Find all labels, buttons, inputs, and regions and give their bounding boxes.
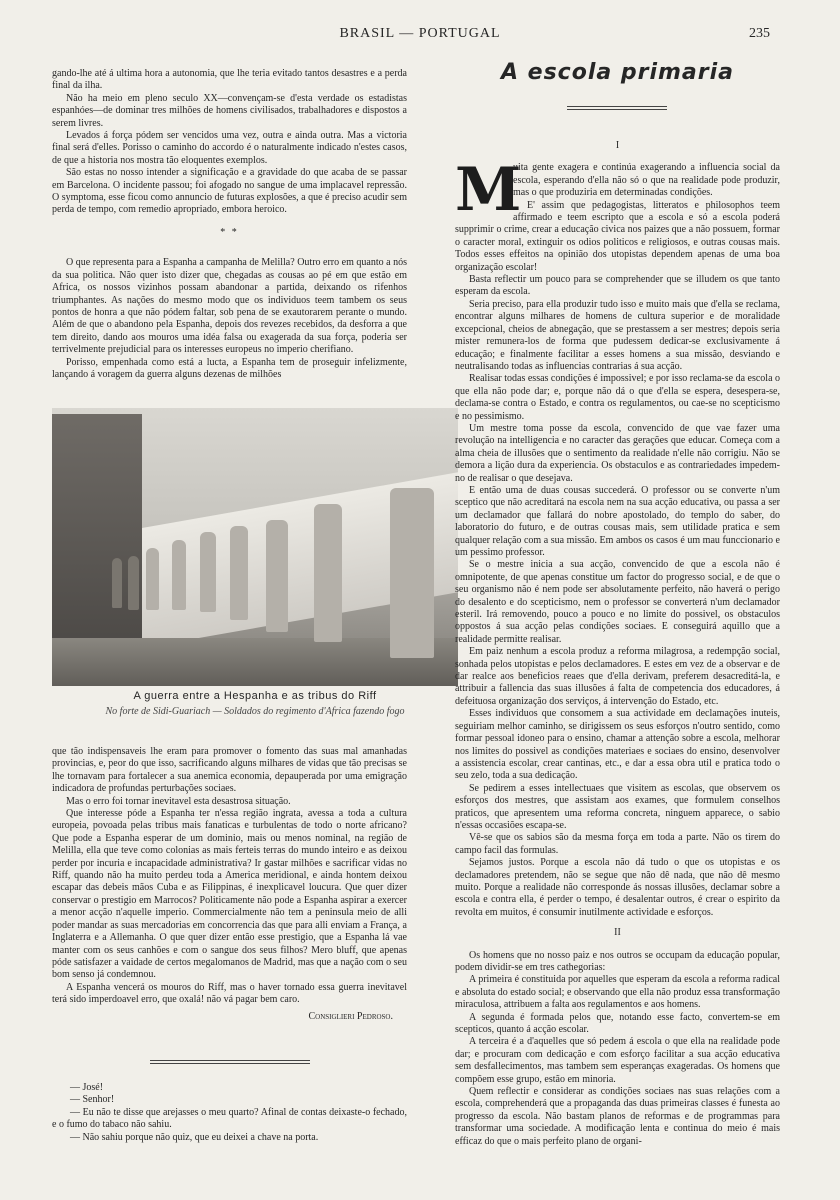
soldier-figure bbox=[172, 540, 186, 610]
war-photograph bbox=[52, 408, 458, 686]
left-column-top bbox=[52, 68, 407, 381]
paragraph: Basta reflectir um pouco para se comprehender que se illudem os que tanto esperam da escola. bbox=[455, 274, 780, 298]
paragraph: Realisar todas essas condições é impossivel; e por isso reclama-se da escola o que ella não pode dar; e, porque não dá o que d'ella se espera, desespera-se, declama-se contra o Estado, e contra os regulamentos, ou cae-se no scepticismo e no pessimismo. bbox=[455, 373, 781, 422]
soldier-figure bbox=[266, 520, 288, 632]
section-number: I bbox=[615, 140, 620, 151]
soldier-figure bbox=[128, 556, 139, 610]
paragraph: Em paiz nenhum a escola produz a reforma milagrosa, a redempção social, sonhada pelos utopistas e pelos declamadores. E estes em vez de a observar e de dar realce aos beneficios reaes que d'ella derivam, preferem desacreditá-la, e attribuir a fallencia das suas illusões á falta de competencia dos educadores, á defeituosa organização dos serviços, á intervenção do Estado, etc. bbox=[455, 646, 780, 707]
paragraph: Quem reflectir e considerar as condições sociaes nas suas relações com a escola, comprehenderá que a propaganda das duas primeiras classes é funesta ao progresso da escola. Não bastam planos de reformas e de programmas para transformar uma sociedade. A modificação lenta e continua do meio é mais efficaz do que o mais perfeito plano de organi- bbox=[455, 1086, 780, 1147]
fort-tower bbox=[52, 414, 142, 664]
running-title: BRASIL — PORTUGAL bbox=[339, 26, 501, 41]
soldier-figure bbox=[390, 488, 434, 658]
paragraph: Não ha meio em pleno seculo XX—convençam-se d'esta verdade os estadistas espanhóes—de dominar tres milhões de homens civilisados, trabalhadores e dispostos a serem livres. bbox=[52, 92, 407, 129]
author-signature: Consiglieri Pedroso. bbox=[308, 1010, 393, 1022]
paragraph: Seria preciso, para ella produzir tudo isso e muito mais que d'ella se reclama, encontrar alguns milhares de homens de cultura superior e de moralidade excepcional, cheios de abnegação, que se prestassem a ser mestres; depois seria mister remunera-los de forma que pudessem dedicar-se exclusivamente á educação; e finalmente facilitar a esses homens a sua missão, desviando e neutralisando todas as influencias contrarias á sua acção. bbox=[455, 298, 780, 372]
paragraph: A terceira é a d'aquelles que só pedem á escola o que ella na realidade pode dar; e procuram com dedicação e com esforço facilitar a sua acção educativa sem desfallecimentos, mas tambem sem esperanças exageradas. Os homens que compõem esse grupo, estão em minoria. bbox=[455, 1036, 780, 1085]
paragraph: Levados á força pódem ser vencidos uma vez, outra e ainda outra. Mas a victoria final será d'elles. Porisso o caminho do accordo é o naturalmente indicado n'estes casos, de que a historia nos mostra tão eloquentes exemplos. bbox=[52, 130, 407, 166]
paragraph: Um mestre toma posse da escola, convencido de que vae fazer uma revolução na intelligencia e no caracter das gerações que educar. Começa com a alma cheia de illusões que o sentimento da realidade n'elle não corrigiu. Não se demora a lição dura da experiencia. Os obstaculos e as contrariedades impedem-no de realisar o que desejava. bbox=[455, 422, 780, 484]
soldier-figure bbox=[146, 548, 159, 610]
paragraph: Que interesse póde a Espanha ter n'essa região ingrata, avessa a toda a cultura europeia, povoada pelas tribus mais fanaticas e turbulentas de todo o norte africano? Que pode a Espanha esperar de um dominio, mais ou menos nominal, na região de Melilla, ella que teve como colonias as mais ferteis terras do mundo inteiro e as deixou perder por incuria e incapacidade administrativa? Ir gastar milhões e sacrificar vidas no Riff, quando não ha muito perdeu toda a America meridional, e ainda hontem deixou escapar das debeis mãos Cuba e as Filippinas, é inexplicavel loucura. Que quer dizer conservar o prestigio em Marrocos? Politicamente não pode a Espanha aspirar a exercer a menor acção n'aquelle imperio. Commercialmente não tem a peninsula meio de alli poder mandar as suas mercadorias em concorrencia das que para alli enviam a França, a Inglaterra e a Allemanha. O que quer dizer então esse prestigio, que a Espanha lá vae manter com os seus canhões e com o sangue dos seus filhos? Mero bluff, que apenas póde satisfazer a vaidade de certos megalomanos de Madrid, mas que a nação com o seu bom senso já condemnou. bbox=[52, 808, 407, 981]
paragraph: Sejamos justos. Porque a escola não dá tudo o que os utopistas e os declamadores pretendem, não se segue que não dê nada, que não dê mesmo muito. Porque a realidade não corresponde ás nossas illusões, declamar sobre a escola e contra ella, é perder o tempo, é desalentar outros, é crear o espirito da revolta em muitos, é consumir inutilmente actividade e esforços. bbox=[455, 857, 780, 918]
paragraph: gando-lhe até á ultima hora a autonomia, que lhe teria evitado tantos desastres e a perda final da ilha. bbox=[52, 68, 407, 92]
paragraph: uita gente exagera e continúa exagerando a influencia social da escola, esperando d'ella não só o que na realidade pode produzir, mas o que produziria em determinadas condições. bbox=[513, 162, 780, 199]
page-number: 235 bbox=[749, 26, 770, 41]
dialog-line: — Eu não te disse que arejasses o meu quarto? Afinal de contas deixaste-o fechado, e o fumo do tabaco não sahiu. bbox=[52, 1106, 407, 1131]
soldier-figure bbox=[112, 558, 122, 608]
paragraph: Se pedirem a esses intellectuaes que visitem as escolas, que observem os esforços dos mestres, que assistam aos exames, que formulem conselhos praticos, que apresentem uma reforma concreta, ninguem apparece, o sabio n'essas occasiões escapa-se. bbox=[455, 782, 780, 831]
paragraph: que tão indispensaveis lhe eram para promover o fomento das suas mal amanhadas provincias, e, peor do que isso, sacrificando alguns milhares de vidas que tão precisas se lhe tornavam para fortalecer a sua anemica economia, depauperada por uma emigração indicadora de profundas perturbações sociaes. bbox=[52, 746, 407, 795]
paragraph: A primeira é constituida por aquelles que esperam da escola a reforma radical e absoluta do estado social; e observando que ella não produz essa transformação miraculosa, attribuem a falta aos regulamentos e aos homens. bbox=[455, 974, 780, 1011]
paragraph: Porisso, empenhada como está a lucta, a Espanha tem de proseguir infelizmente, lançando á voragem da guerra alguns dezenas de milhões bbox=[52, 356, 407, 380]
section-number: II bbox=[614, 927, 621, 939]
section-separator: * * bbox=[220, 226, 239, 238]
soldier-figure bbox=[230, 526, 248, 620]
paragraph: Esses individuos que consomem a sua actividade em declamações inuteis, seguiriam melhor caminho, se dirigissem os seus esforços n'outro sentido, como formar pessoal idoneo para o ensino, chamar a attenção sobre a escola, melhorar nos limites do possivel as condições materiaes e sociaes do ensino, desenvolver a assistencia escolar, crear cantinas, etc., e dar a essa obra util e pratica todo o seu zelo, toda a sua dedicação. bbox=[455, 708, 780, 782]
dialog-line: — José! bbox=[70, 1082, 104, 1093]
paragraph: Os homens que no nosso paiz e nos outros se occupam da educação popular, podem dividir-se em tres cathegorias: bbox=[455, 949, 780, 973]
paragraph: Vê-se que os sabios são da mesma força em toda a parte. Não os tirem do campo facil das formulas. bbox=[455, 832, 780, 856]
paragraph: E' assim que pedagogistas, litteratos e philosophos teem affirmado e teem escripto que a escola e só a escola poderá supprimir o crime, crear a educação civica nos paizes que a não possuem, formar o caracter moral, extinguir os odios politicos e religiosos, e outras cousas mais. Todos esses effeitos na opinião dos utopistas dependem apenas de uma boa organização escolar! bbox=[455, 199, 780, 273]
left-column-bottom bbox=[52, 746, 407, 1023]
paragraph: São estas no nosso intender a significação e a gravidade do que acaba de se passar em Barcelona. O incidente passou; foi afogado no sangue de uma implacavel repressão. O symptoma, esse ficou como annuncio de futuras explosões, a que é preciso acudir sem perda de tempo, com remedio apropriado, embora heroico. bbox=[52, 167, 407, 216]
paragraph: Se o mestre inicia a sua acção, convencido de que a escola não é omnipotente, de que apenas constitue um factor do progresso social, e de que o seu organismo não é nem pode ser absolutamente perfeito, não haverá o perigo do desalento e do scepticismo, nem o professor se converterá n'um declamador esteril. Irá removendo, pouco a pouco e no limite do possivel, os obstaculos oppostos á sua acção pelas condições sociaes. E conseguirá aquillo que a realidade permitte realisar. bbox=[455, 559, 780, 645]
paragraph: A Espanha vencerá os mouros do Riff, mas o haver tornado essa guerra inevitavel terá sido imperdoavel erro, que oxalá! não vá pagar bem caro. bbox=[52, 981, 407, 1006]
dialog-anecdote bbox=[52, 1082, 407, 1144]
paragraph: O que representa para a Espanha a campanha de Melilla? Outro erro em quanto a nós da sua politica. Não quer isto dizer que, chegadas as cousas ao pé em que estão em Africa, os nossos vizinhos possam abandonar a partida, deixando os rifenhos triumphantes. As nações do mesmo modo que os individuos teem tambem os seus pontos de honra a que não pódem faltar, sob pena de se exautorarem perante o mundo. Além de que o abandono pela Espanha, depois dos revezes recebidos, da desforra a que tem direito, dando aos mouros uma idéa falsa ou exagerada da sua força, poderia ser terrivelmente prejudicial para os interesses europeus no imperio cherifiano. bbox=[52, 257, 407, 356]
dropcap-letter: M bbox=[455, 155, 522, 226]
double-rule-divider bbox=[150, 1060, 310, 1064]
photo-caption: A guerra entre a Hespanha e as tribus do Riff bbox=[133, 690, 377, 702]
title-rule bbox=[567, 106, 667, 110]
paragraph: Mas o erro foi tornar inevitavel esta desastrosa situação. bbox=[66, 795, 291, 807]
dialog-line: — Não sahiu porque não quiz, que eu deixei a chave na porta. bbox=[70, 1131, 319, 1143]
dialog-line: — Senhor! bbox=[70, 1094, 115, 1106]
article-title: A escola primaria bbox=[500, 60, 735, 85]
soldier-figure bbox=[200, 532, 216, 612]
photo-subcaption: No forte de Sidi-Guariach — Soldados do regimento d'Africa fazendo fogo bbox=[105, 706, 405, 717]
soldier-figure bbox=[314, 504, 342, 642]
right-column bbox=[455, 140, 780, 1148]
paragraph: A segunda é formada pelos que, notando esse facto, convertem-se em scepticos, quanto á acção escolar. bbox=[455, 1011, 780, 1036]
paragraph: E então uma de duas cousas succederá. O professor ou se converte n'um sceptico que não acreditará na escola nem na sua acção educativa, ou passa a ser um declamador que fallará do nobre apostolado, do templo do saber, do laboratorio do futuro, e de outras cousas mais, sem utilidade pratica e sem qualquer relação com a sua missão. Em ambos os casos é um mau funccionario e um pessimo professor. bbox=[455, 484, 780, 558]
